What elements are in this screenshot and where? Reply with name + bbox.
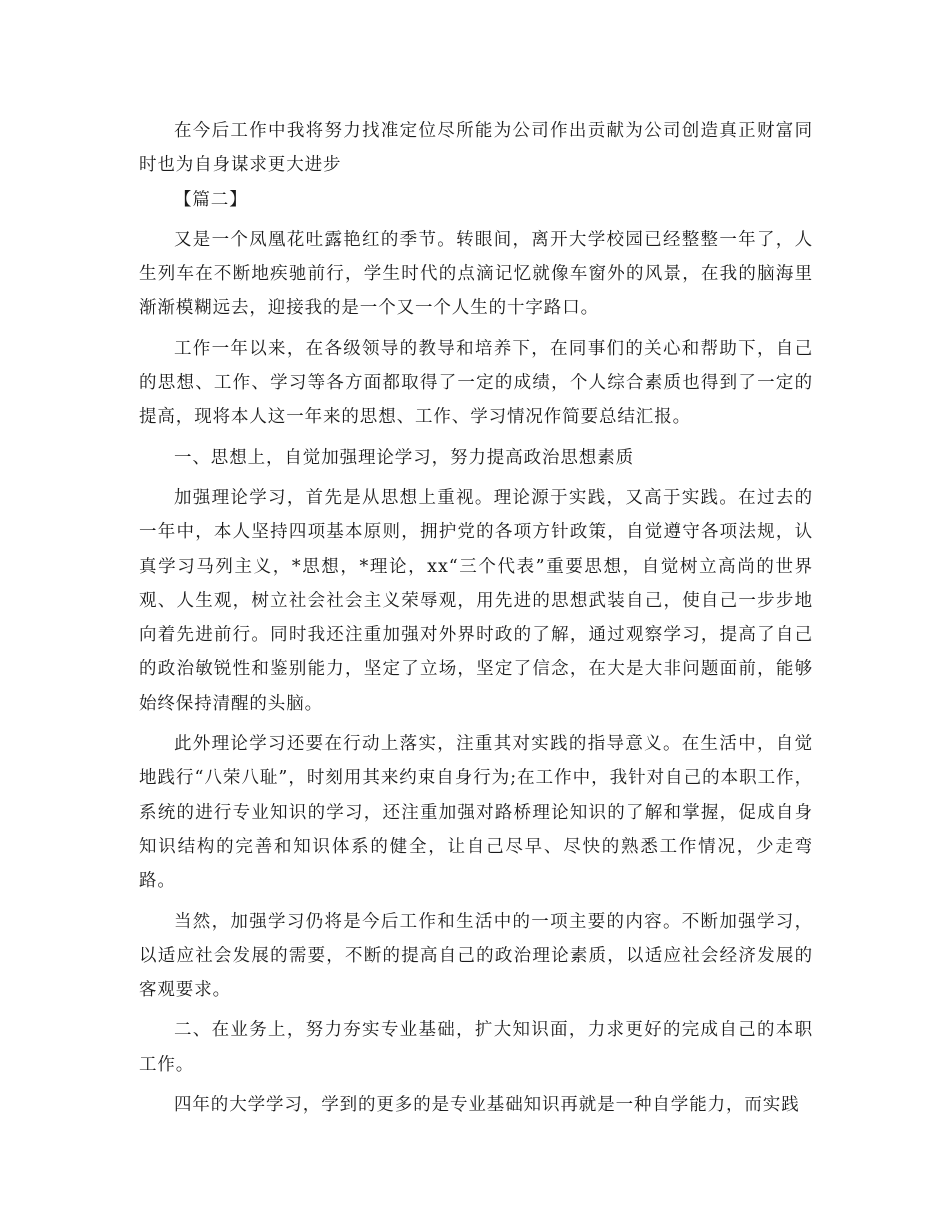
paragraph-closing-statement: 在今后工作中我将努力找准定位尽所能为公司作出贡献为公司创造真正财富同时也为自身谋求更大进步 (139, 121, 813, 176)
paragraph-summary-overview: 工作一年以来，在各级领导的教导和培养下，在同事们的关心和帮助下，自己的思想、工作、学习等各方面都取得了一定的成绩，个人综合素质也得到了一定的提高，现将本人这一年来的思想、工作、学习情况作简要总结汇报。 (139, 338, 813, 428)
section-heading-part-two: 【篇二】 (174, 189, 248, 210)
document-body (139, 114, 813, 1128)
paragraph-university-study: 四年的大学学习，学到的更多的是专业基础知识再就是一种自学能力，而实践 (174, 1095, 800, 1116)
paragraph-theory-practice: 此外理论学习还要在行动上落实，注重其对实践的指导意义。在生活中，自觉地践行“八荣八耻”，时刻用其来约束自身行为;在工作中，我针对自己的本职工作，系统的进行专业知识的学习，还注重加强对路桥理论知识的了解和掌握，促成自身知识结构的完善和知识体系的健全，让自己尽早、尽快的熟悉工作情况，少走弯路。 (139, 734, 813, 892)
section-heading-business: 二、在业务上，努力夯实专业基础，扩大知识面，力求更好的完成自己的本职工作。 (139, 1020, 813, 1075)
paragraph-continued-learning: 当然，加强学习仍将是今后工作和生活中的一项主要的内容。不断加强学习，以适应社会发展的需要，不断的提高自己的政治理论素质，以适应社会经济发展的客观要求。 (139, 911, 813, 1001)
section-heading-thought: 一、思想上，自觉加强理论学习，努力提高政治思想素质 (174, 447, 634, 468)
paragraph-theory-study: 加强理论学习，首先是从思想上重视。理论源于实践，又高于实践。在过去的一年中，本人坚持四项基本原则，拥护党的各项方针政策，自觉遵守各项法规，认真学习马列主义，*思想，*理论，xx“三个代表”重要思想，自觉树立高尚的世界观、人生观，树立社会社会主义荣辱观，用先进的思想武装自己，使自己一步步地向着先进前行。同时我还注重加强对外界时政的了解，通过观察学习，提高了自己的政治敏锐性和鉴别能力，坚定了立场，坚定了信念，在大是大非问题面前，能够始终保持清醒的头脑。 (139, 487, 813, 714)
paragraph-intro: 又是一个凤凰花吐露艳红的季节。转眼间，离开大学校园已经整整一年了，人生列车在不断地疾驰前行，学生时代的点滴记忆就像车窗外的风景，在我的脑海里渐渐模糊远去，迎接我的是一个又一个人生的十字路口。 (139, 229, 813, 319)
